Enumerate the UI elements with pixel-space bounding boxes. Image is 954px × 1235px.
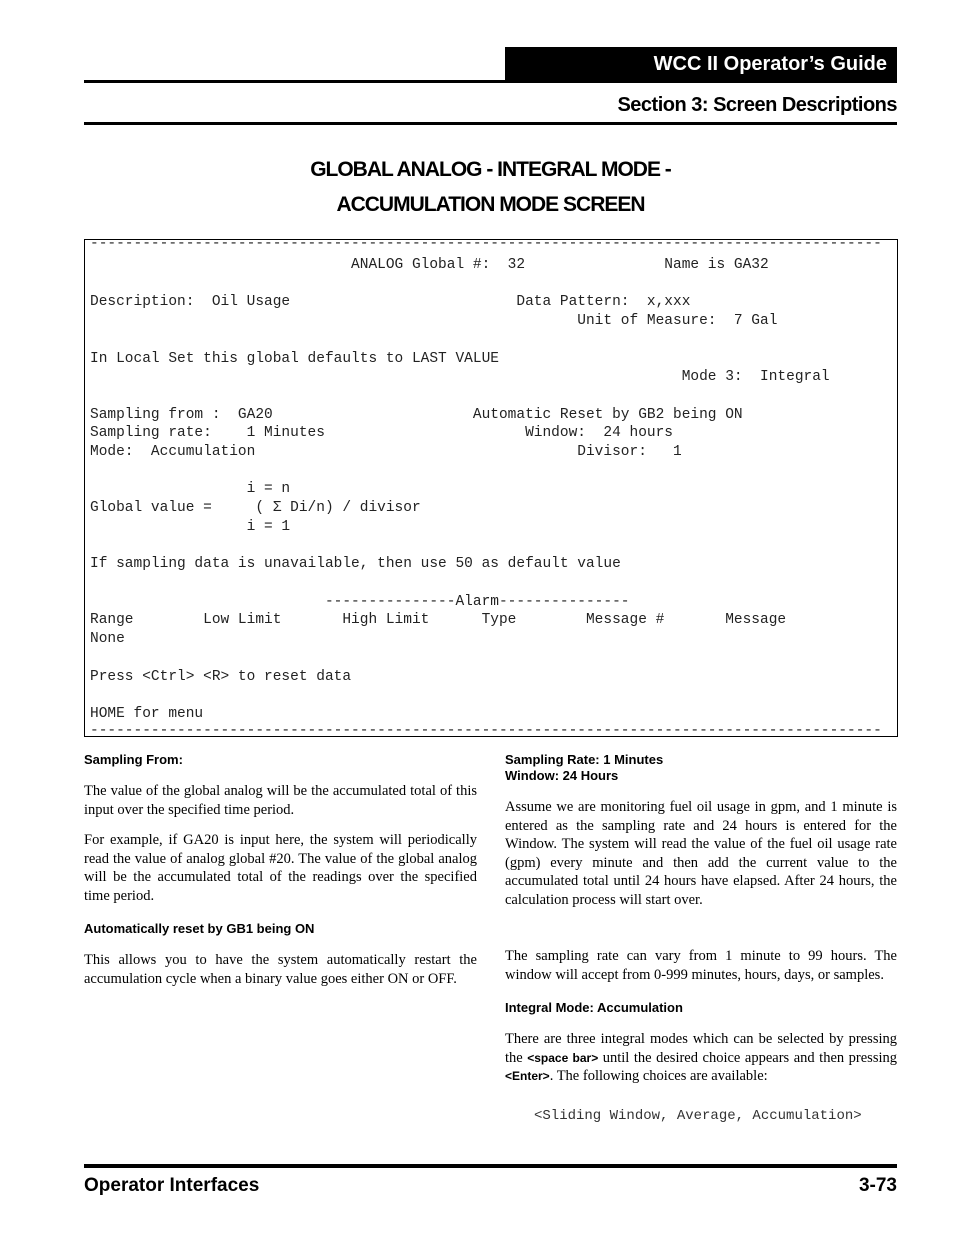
enter-key: <Enter> — [505, 1069, 550, 1083]
section-title: Section 3: Screen Descriptions — [617, 94, 897, 116]
screen-line-unit: Unit of Measure: 7 Gal — [90, 313, 778, 329]
heading-window: Window: 24 Hours — [505, 768, 619, 783]
screen-line-description: Description: Oil Usage Data Pattern: x,xxx — [90, 294, 691, 310]
screen-line-local: In Local Set this global defaults to LAST VALUE — [90, 351, 499, 367]
page-title-line1: GLOBAL ANALOG - INTEGRAL MODE - — [310, 158, 671, 181]
left-column — [84, 752, 477, 1000]
screen-line-mode: Mode 3: Integral — [90, 369, 830, 385]
screen-line-alarm-columns: Range Low Limit High Limit Type Message # Message — [90, 612, 787, 628]
para-fuel-oil-example: Assume we are monitoring fuel oil usage in gpm, and 1 minute is entered as the sampling rate and 24 hours is entered for the Window. The system will read the value of the fuel oil usage rate (gpm) every minute and then add the current value to the accumulated total until 24 hours have elapsed. After 24 hours, the calculation process will start over. — [505, 799, 897, 908]
screen-line-alarm-none: None — [90, 631, 125, 647]
para-integral-text-a: There are three integral modes which can be selected by pressing the — [505, 1031, 897, 1066]
screen-line-global-value: Global value = ( Σ Di/n) / divisor — [90, 500, 421, 516]
heading-sampling-from: Sampling From: — [84, 752, 183, 767]
space-bar-key: <space bar> — [527, 1050, 599, 1065]
heading-sampling-rate: Sampling Rate: 1 Minutes — [505, 752, 664, 767]
para-example: For example, if GA20 is input here, the system will periodically read the value of analog global #20. The value of the global analog will be the accumulated total of the readings over the specified time period. — [84, 832, 477, 904]
footer-section-name: Operator Interfaces — [84, 1175, 260, 1196]
screen-line-mode-accumulation: Mode: Accumulation Divisor: 1 — [90, 444, 682, 460]
screen-line-global: ANALOG Global #: 32 Name is GA32 — [90, 257, 769, 273]
screen-line-reset: Press <Ctrl> <R> to reset data — [90, 669, 352, 685]
para-sampling-from: The value of the global analog will be the accumulated total of this input over the specified time period. — [84, 783, 477, 818]
screen-line-alarm-header: ---------------Alarm--------------- — [90, 594, 630, 610]
terminal-screen — [84, 239, 898, 737]
screen-border-top: ------------------------------------------------------------------------------------------- — [90, 239, 882, 252]
screen-border-bottom: ------------------------------------------------------------------------------------------- — [90, 723, 882, 737]
page-title-line2: ACCUMULATION MODE SCREEN — [336, 193, 645, 216]
screen-line-sampling-rate: Sampling rate: 1 Minutes Window: 24 hours — [90, 425, 673, 441]
header-rule — [84, 80, 897, 83]
right-column — [505, 752, 897, 1098]
screen-line-formula-top: i = n — [90, 481, 291, 497]
heading-auto-reset: Automatically reset by GB1 being ON — [84, 921, 315, 936]
para-integral-text-c: . The following choices are available: — [549, 1068, 768, 1084]
screen-line-formula-bottom: i = 1 — [90, 519, 291, 535]
para-auto-reset: This allows you to have the system automatically restart the accumulation cycle when a binary value goes either ON or OFF. — [84, 952, 477, 987]
screen-line-sampling-from: Sampling from : GA20 Automatic Reset by GB2 being ON — [90, 407, 743, 423]
screen-line-unavailable: If sampling data is unavailable, then use 50 as default value — [90, 556, 621, 572]
guide-title: WCC II Operator’s Guide — [505, 47, 897, 81]
footer-rule — [84, 1164, 897, 1168]
page-number: 3-73 — [858, 1175, 897, 1196]
mode-choices: <Sliding Window, Average, Accumulation> — [534, 1108, 862, 1124]
section-rule — [84, 122, 897, 125]
screen-line-home: HOME for menu — [90, 706, 204, 722]
para-sampling-range: The sampling rate can vary from 1 minute to 99 hours. The window will accept from 0-999 minutes, hours, days, or samples. — [505, 948, 897, 983]
heading-integral-mode: Integral Mode: Accumulation — [505, 1000, 683, 1015]
para-integral-text-b: until the desired choice appears and then pressing — [598, 1049, 897, 1066]
para-integral-modes — [505, 1030, 897, 1086]
